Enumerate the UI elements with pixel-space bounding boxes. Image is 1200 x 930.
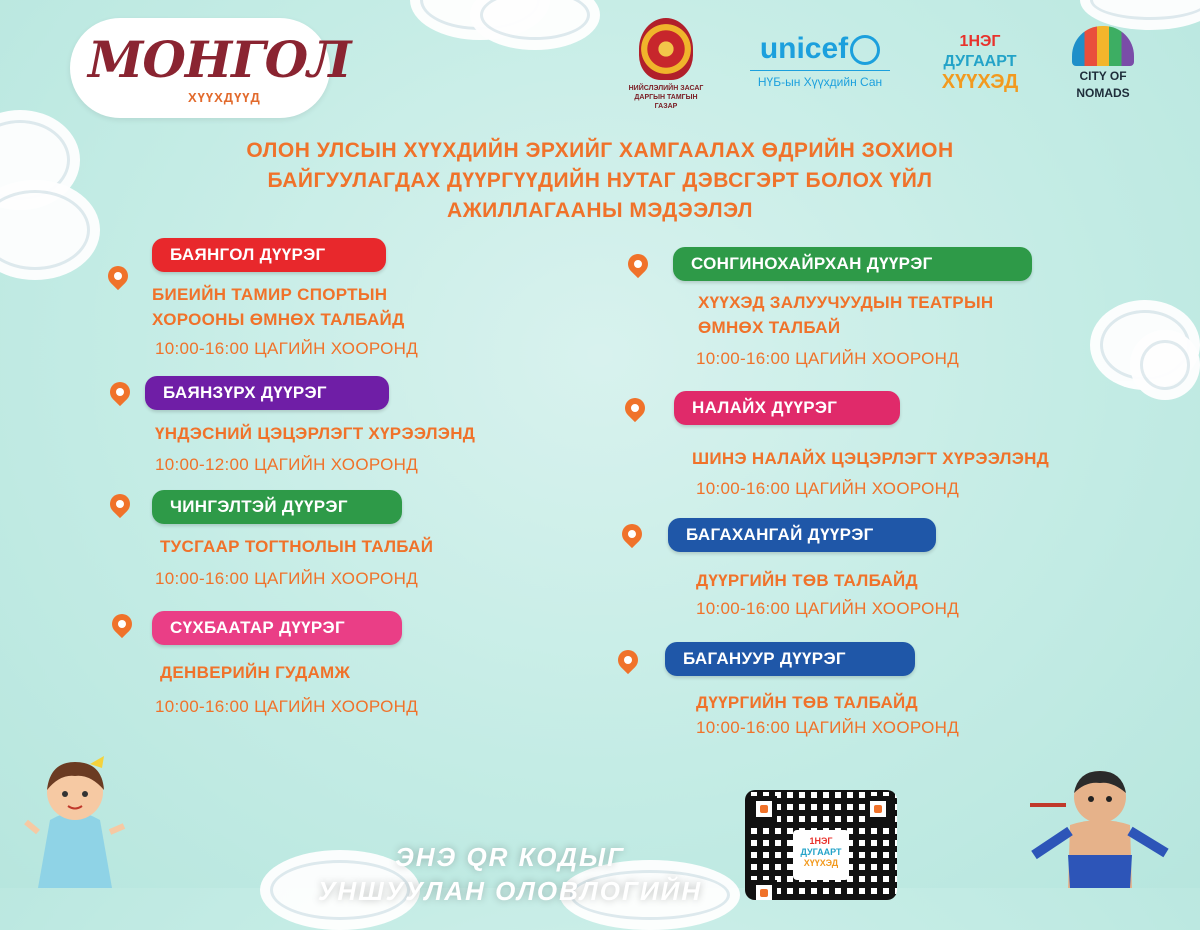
title-line: ОЛОН УЛСЫН ХҮҮХДИЙН ЭРХИЙГ ХАМГААЛАХ ӨДРИЙН ЗОХИОН: [246, 139, 954, 162]
district-badge: НАЛАЙХ ДҮҮРЭГ: [674, 391, 900, 425]
location-text: ДЕНВЕРИЙН ГУДАМЖ: [160, 663, 351, 682]
qr-logo-line: ДУГААРТ: [800, 847, 842, 857]
cloud-decoration: [1130, 330, 1200, 400]
location-pin-icon: [614, 646, 642, 674]
location-text: ӨМНӨХ ТАЛБАЙ: [698, 318, 841, 337]
campaign-logo-line3: ХҮҮХЭД: [941, 71, 1019, 93]
divider: [750, 70, 890, 71]
skyline-icon: [1072, 26, 1134, 66]
time-text: 10:00-16:00 ЦАГИЙН ХООРОНД: [155, 339, 419, 358]
district-badge: СОНГИНОХАЙРХАН ДҮҮРЭГ: [673, 247, 1032, 281]
qr-finder-icon: [751, 796, 777, 822]
cloud-decoration: [470, 0, 600, 50]
location-text: ДҮҮРГИЙН ТӨВ ТАЛБАЙД: [696, 693, 918, 712]
city-of-nomads-logo: [1063, 18, 1143, 108]
unicef-word: unicef: [759, 32, 849, 65]
district-badge: СҮХБААТАР ДҮҮРЭГ: [152, 611, 402, 645]
girl-character-icon: [20, 750, 130, 888]
time-text: 10:00-16:00 ЦАГИЙН ХООРОНД: [696, 479, 960, 498]
time-text: 10:00-16:00 ЦАГИЙН ХООРОНД: [696, 349, 960, 368]
location-pin-icon: [104, 262, 132, 290]
time-text: 10:00-16:00 ЦАГИЙН ХООРОНД: [155, 569, 419, 588]
district-badge: БАГАХАНГАЙ ДҮҮРЭГ: [668, 518, 936, 552]
location-text: ШИНЭ НАЛАЙХ ЦЭЦЭРЛЭГТ ХҮРЭЭЛЭНД: [692, 449, 1050, 468]
logo-word: МОНГОЛ: [88, 30, 351, 89]
qr-finder-icon: [865, 796, 891, 822]
qr-finder-icon: [751, 880, 777, 900]
qr-logo-line: ХҮҮХЭД: [803, 858, 839, 868]
cloud-decoration: [0, 180, 100, 280]
qr-instruction-line: ЭНЭ QR КОДЫГ: [395, 842, 625, 872]
city-caption-line2: NOMADS: [1076, 86, 1130, 100]
title-line: АЖИЛЛАГААНЫ МЭДЭЭЛЭЛ: [447, 199, 753, 222]
time-text: 10:00-12:00 ЦАГИЙН ХООРОНД: [155, 455, 419, 474]
unicef-caption: НҮБ-ын Хүүхдийн Сан: [757, 75, 883, 89]
district-badge: ЧИНГЭЛТЭЙ ДҮҮРЭГ: [152, 490, 402, 524]
emblem-icon: [639, 18, 693, 80]
location-text: ТУСГААР ТОГТНОЛЫН ТАЛБАЙ: [160, 537, 434, 556]
location-text: БИЕИЙН ТАМИР СПОРТЫН: [152, 285, 388, 304]
location-pin-icon: [106, 378, 134, 406]
district-badge: БАГАНУУР ДҮҮРЭГ: [665, 642, 915, 676]
qr-logo-line: 1НЭГ: [809, 836, 833, 846]
campaign-logo-line1: 1НЭГ: [959, 33, 1001, 50]
location-text: ДҮҮРГИЙН ТӨВ ТАЛБАЙД: [696, 571, 918, 590]
location-text: ҮНДЭСНИЙ ЦЭЦЭРЛЭГТ ХҮРЭЭЛЭНД: [155, 424, 476, 443]
time-text: 10:00-16:00 ЦАГИЙН ХООРОНД: [155, 697, 419, 716]
district-badge: БАЯНГОЛ ДҮҮРЭГ: [152, 238, 386, 272]
location-pin-icon: [106, 490, 134, 518]
campaign-logo: [925, 18, 1035, 108]
location-pin-icon: [621, 394, 649, 422]
location-pin-icon: [624, 250, 652, 278]
location-text: ХОРООНЫ ӨМНӨХ ТАЛБАЙД: [152, 310, 405, 329]
campaign-logo-line2: ДУГААРТ: [943, 53, 1017, 70]
emblem-caption: НИЙСЛЭЛИЙН ЗАСАГ ДАРГЫН ТАМГЫН ГАЗАР: [628, 85, 704, 110]
qr-code[interactable]: [745, 790, 897, 900]
capital-city-emblem: [625, 18, 707, 108]
location-pin-icon: [108, 610, 136, 638]
wrestler-character-icon: [1020, 765, 1180, 888]
qr-instruction: [300, 840, 720, 908]
page-title: [150, 136, 1050, 226]
time-text: 10:00-16:00 ЦАГИЙН ХООРОНД: [696, 718, 960, 737]
unicef-logo: [740, 18, 900, 108]
qr-instruction-line: УНШУУЛАН ОЛОВЛОГИЙН: [317, 876, 703, 906]
title-line: БАЙГУУЛАГДАХ ДҮҮРГҮҮДИЙН НУТАГ ДЭВСГЭРТ БОЛОХ ҮЙЛ: [267, 169, 933, 192]
qr-center-logo: [793, 830, 849, 880]
time-text: 10:00-16:00 ЦАГИЙН ХООРОНД: [696, 599, 960, 618]
mongol-kids-logo: [70, 18, 351, 118]
globe-icon: [850, 35, 880, 65]
location-pin-icon: [618, 520, 646, 548]
city-caption-line1: CITY OF: [1079, 69, 1127, 83]
logo-subtitle: ХҮҮХДҮҮД: [188, 90, 261, 105]
district-badge: БАЯНЗҮРХ ДҮҮРЭГ: [145, 376, 389, 410]
location-text: ХҮҮХЭД ЗАЛУУЧУУДЫН ТЕАТРЫН: [698, 293, 994, 312]
